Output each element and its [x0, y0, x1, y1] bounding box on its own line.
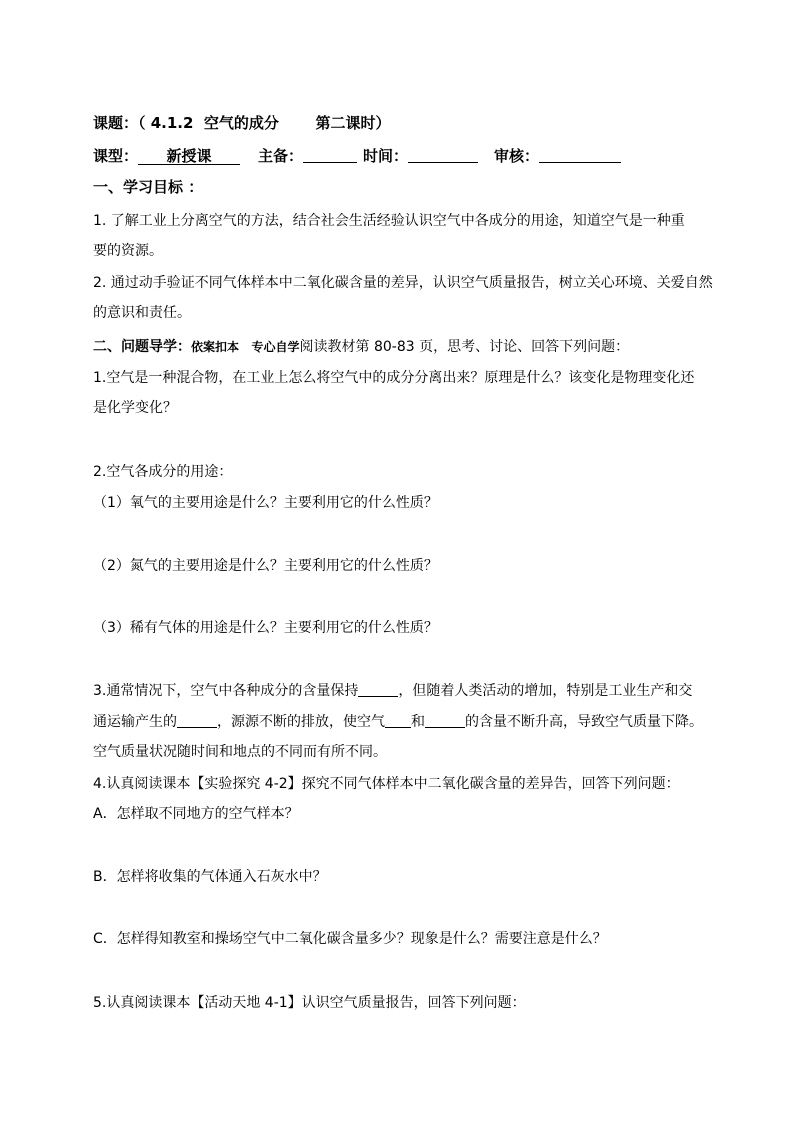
review-label: 审核：: [494, 147, 540, 165]
q3-text-e: 和: [411, 714, 425, 730]
time-label: 时间：: [363, 147, 409, 165]
q3-blank-2[interactable]: [177, 713, 217, 728]
question-2-3: （3）稀有气体的用途是什么？主要利用它的什么性质？: [93, 620, 438, 636]
goal-2-line-2: 的意识和责任。: [93, 305, 191, 321]
goal-1-line-1: 1. 了解工业上分离空气的方法，结合社会生活经验认识空气中各成分的用途，知道空气是一种重: [93, 213, 685, 229]
section2-heading: 二、问题导学：: [93, 339, 191, 355]
question-4: 4.认真阅读课本【实验探究 4-2】探究不同气体样本中二氧化碳含量的差异告，回答下列问题：: [93, 776, 680, 792]
q3-text-d: ，源源不断的排放，使空气: [217, 714, 385, 730]
question-2-1: （1）氧气的主要用途是什么？主要利用它的什么性质？: [93, 495, 438, 511]
q3-blank-1[interactable]: [358, 682, 398, 697]
goal-1-line-2: 要的资源。: [93, 243, 163, 259]
goal-2-line-1: 2. 通过动手验证不同气体样本中二氧化碳含量的差异，认识空气质量报告，树立关心环境、关爱自然: [93, 275, 713, 291]
question-4-b: B．怎样将收集的气体通入石灰水中？: [93, 869, 327, 885]
review-blank: [539, 148, 621, 163]
section2-intro: 阅读教材第 80-83 页，思考、讨论、回答下列问题：: [299, 339, 630, 355]
section-guided-questions-heading: [93, 337, 629, 357]
question-3-line-2: [93, 712, 703, 732]
question-4-c: C．怎样得知教室和操场空气中二氧化碳含量多少？现象是什么？需要注意是什么？: [93, 931, 607, 947]
question-4-a: A．怎样取不同地方的空气样本？: [93, 806, 299, 822]
title-value: （ 4.1.2 空气的成分 第二课时）: [138, 114, 391, 132]
type-label: 课型：: [93, 147, 139, 165]
lesson-title-line: [93, 113, 390, 133]
q3-blank-3[interactable]: [385, 713, 411, 728]
type-value: 新授课: [138, 148, 240, 165]
q3-text-f: 的含量不断升高，导致空气质量下降。: [465, 714, 703, 730]
question-2: 2.空气各成分的用途：: [93, 464, 233, 480]
question-3-line-3: 空气质量状况随时间和地点的不同而有所不同。: [93, 744, 387, 760]
q3-text-c: 通运输产生的: [93, 714, 177, 730]
question-3-line-1: [93, 681, 692, 701]
time-blank: [408, 148, 478, 163]
author-blank: [303, 148, 357, 163]
author-label: 主备：: [258, 147, 304, 165]
question-5: 5.认真阅读课本【活动天地 4-1】认识空气质量报告，回答下列问题：: [93, 995, 526, 1011]
lesson-meta-line: [93, 146, 621, 166]
q3-text-b: ，但随着人类活动的增加，特别是工业生产和交: [398, 683, 693, 699]
section-learning-goals-heading: 一、学习目标 ：: [93, 178, 204, 196]
q3-blank-4[interactable]: [425, 713, 465, 728]
question-2-2: （2）氮气的主要用途是什么？主要利用它的什么性质？: [93, 558, 438, 574]
question-1-line-2: 是化学变化？: [93, 400, 177, 416]
q3-text-a: 3.通常情况下，空气中各种成分的含量保持: [93, 683, 359, 699]
question-1-line-1: 1.空气是一种混合物，在工业上怎么将空气中的成分分离出来？原理是什么？该变化是物理变化还: [93, 370, 695, 386]
title-label: 课题：: [93, 114, 139, 132]
section2-motto: 依案扣本 专心自学: [191, 340, 300, 354]
